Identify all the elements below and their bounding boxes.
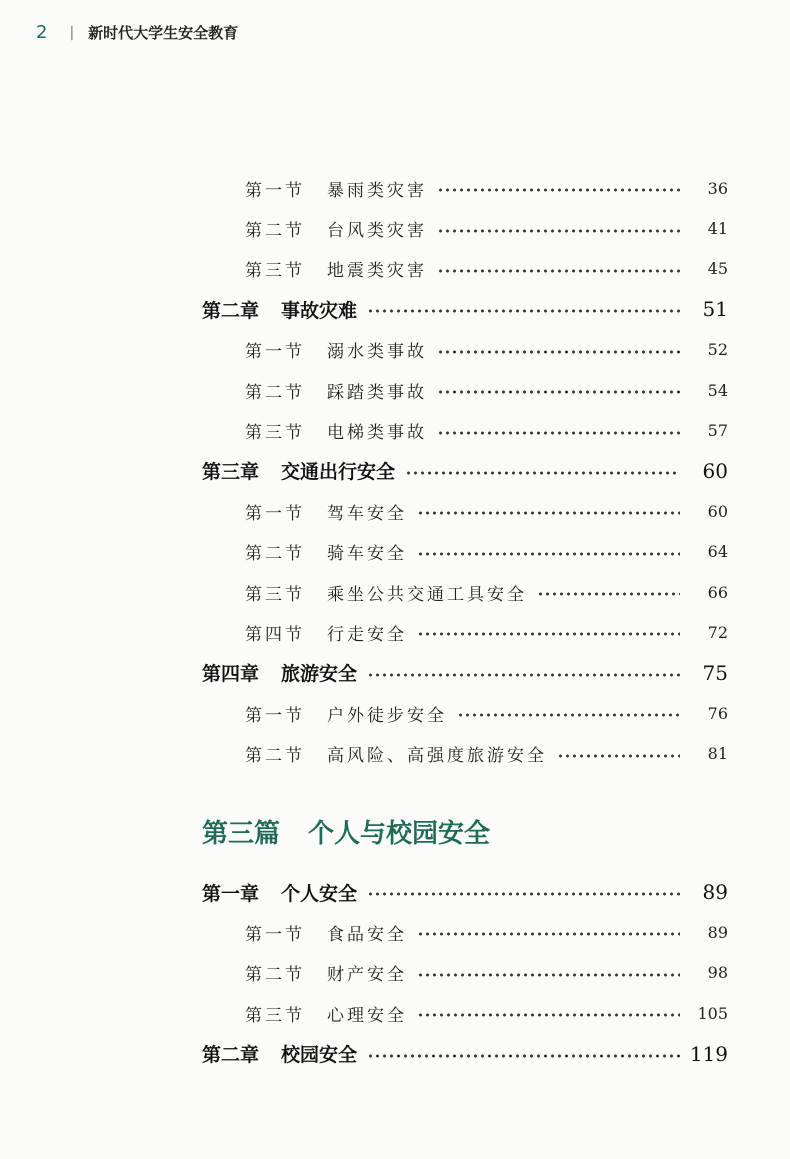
dot-leader [417,973,680,977]
header-separator: | [69,24,75,41]
dot-leader [437,188,680,192]
toc-section-entry[interactable] [0,330,790,370]
entry-label: 第一节 [245,924,305,945]
toc-block-1 [0,168,790,774]
entry-page-number: 60 [707,501,728,521]
entry-page-number: 36 [707,178,728,198]
entry-title: 校园安全 [281,1044,358,1067]
entry-title: 地震类灾害 [327,261,427,282]
entry-label: 第二节 [245,746,305,767]
entry-title: 户外徒步安全 [327,705,447,726]
entry-page-number: 81 [707,744,728,764]
entry-title: 台风类灾害 [327,221,427,242]
entry-page-number: 41 [707,219,728,239]
entry-page-number: 76 [707,703,728,723]
entry-label: 第二节 [245,382,305,403]
toc-section-entry[interactable] [0,370,790,410]
toc-block-2 [0,872,790,1074]
toc-section-entry[interactable] [0,733,790,773]
entry-label: 第一节 [245,180,305,201]
part-heading [0,786,790,872]
toc-section-entry[interactable] [0,953,790,993]
entry-label: 第二节 [245,544,305,565]
entry-page-number: 57 [707,421,728,441]
dot-leader [405,471,680,475]
dot-leader [367,673,680,677]
entry-page-number: 51 [702,297,728,322]
toc-section-entry[interactable] [0,208,790,248]
entry-page-number: 60 [702,458,728,483]
entry-page-number: 72 [707,622,728,642]
dot-leader [417,1013,680,1017]
dot-leader [367,892,680,896]
entry-title: 溺水类事故 [327,342,427,363]
table-of-contents [0,168,790,1074]
toc-chapter-entry[interactable] [0,872,790,912]
dot-leader [417,552,680,556]
page-number: 2 [36,22,48,43]
entry-title: 事故灾难 [281,299,358,322]
entry-title: 驾车安全 [327,503,407,524]
toc-section-entry[interactable] [0,612,790,652]
entry-label: 第一章 [202,882,260,905]
toc-chapter-entry[interactable] [0,653,790,693]
dot-leader [537,592,680,596]
toc-section-entry[interactable] [0,993,790,1033]
entry-title: 骑车安全 [327,544,407,565]
entry-label: 第二章 [202,299,260,322]
entry-label: 第三节 [245,423,305,444]
part-title: 个人与校园安全 [308,818,491,849]
entry-page-number: 98 [707,963,728,983]
entry-label: 第一节 [245,705,305,726]
entry-page-number: 52 [707,340,728,360]
dot-leader [417,511,680,515]
toc-chapter-entry[interactable] [0,289,790,329]
dot-leader [437,431,680,435]
book-title: 新时代大学生安全教育 [88,24,239,42]
toc-chapter-entry[interactable] [0,1033,790,1073]
toc-section-entry[interactable] [0,693,790,733]
entry-page-number: 45 [707,259,728,279]
dot-leader [437,269,680,273]
dot-leader [557,754,680,758]
entry-page-number: 89 [707,922,728,942]
running-header [36,22,238,43]
entry-label: 第四章 [202,663,260,686]
entry-label: 第一节 [245,503,305,524]
entry-title: 旅游安全 [281,663,358,686]
part-label: 第三篇 [202,818,281,849]
dot-leader [437,390,680,394]
toc-section-entry[interactable] [0,572,790,612]
entry-label: 第二节 [245,965,305,986]
entry-label: 第二章 [202,1044,260,1067]
entry-page-number: 89 [702,880,728,905]
entry-label: 第三节 [245,1005,305,1026]
dot-leader [367,309,680,313]
dot-leader [417,632,680,636]
entry-title: 行走安全 [327,624,407,645]
entry-title: 乘坐公共交通工具安全 [327,584,527,605]
toc-chapter-entry[interactable] [0,451,790,491]
entry-title: 食品安全 [327,924,407,945]
entry-title: 电梯类事故 [327,423,427,444]
entry-page-number: 75 [702,660,728,685]
entry-page-number: 64 [707,542,728,562]
entry-label: 第三章 [202,461,260,484]
dot-leader [437,350,680,354]
entry-page-number: 119 [689,1041,728,1066]
entry-title: 财产安全 [327,965,407,986]
toc-section-entry[interactable] [0,491,790,531]
entry-title: 暴雨类灾害 [327,180,427,201]
entry-label: 第三节 [245,584,305,605]
entry-title: 踩踏类事故 [327,382,427,403]
entry-page-number: 105 [697,1003,728,1023]
toc-section-entry[interactable] [0,249,790,289]
entry-label: 第一节 [245,342,305,363]
toc-section-entry[interactable] [0,410,790,450]
entry-title: 高风险、高强度旅游安全 [327,746,547,767]
dot-leader [457,713,680,717]
entry-label: 第三节 [245,261,305,282]
entry-page-number: 54 [707,380,728,400]
toc-section-entry[interactable] [0,532,790,572]
entry-title: 交通出行安全 [281,461,396,484]
toc-section-entry[interactable] [0,168,790,208]
dot-leader [437,229,680,233]
entry-title: 心理安全 [327,1005,407,1026]
toc-section-entry[interactable] [0,912,790,952]
entry-page-number: 66 [707,582,728,602]
entry-title: 个人安全 [281,882,358,905]
entry-label: 第四节 [245,624,305,645]
entry-label: 第二节 [245,221,305,242]
dot-leader [367,1054,680,1058]
dot-leader [417,932,680,936]
